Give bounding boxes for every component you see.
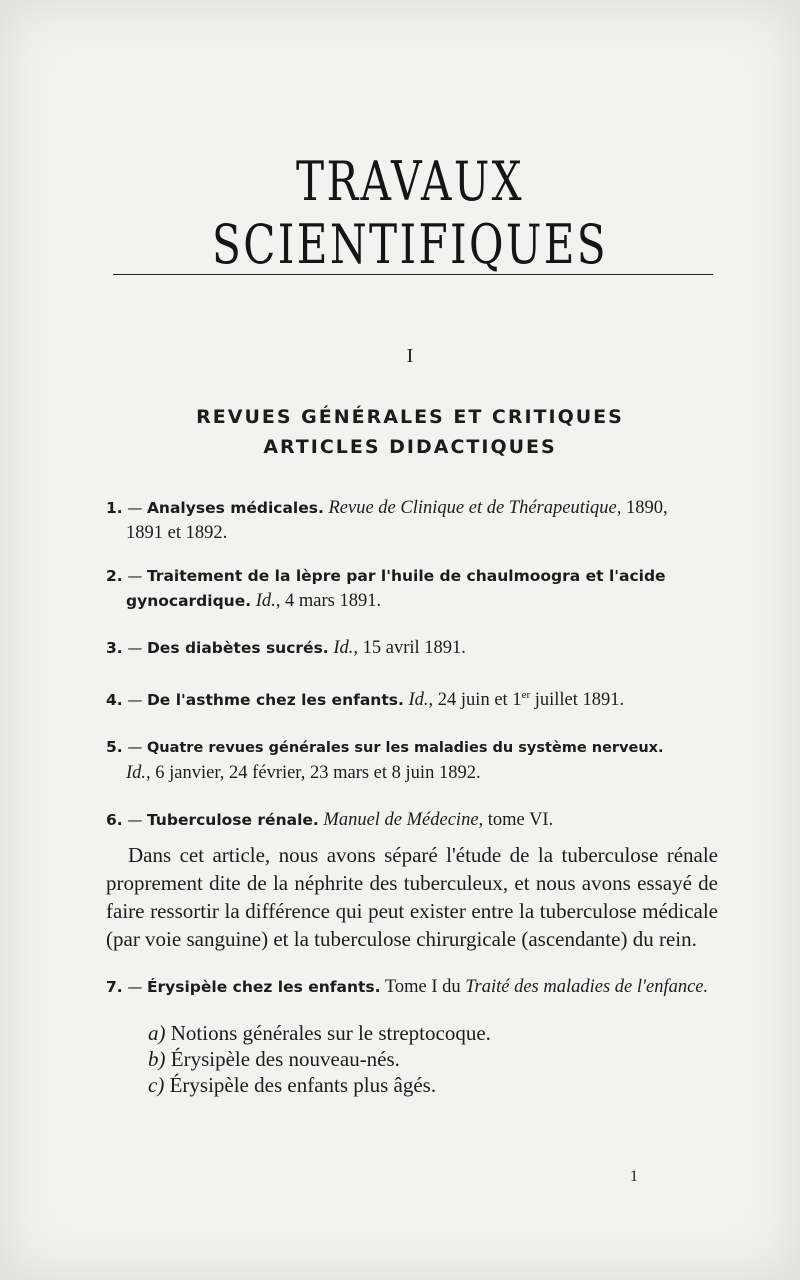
entry-date: 6 janvier, 24 février, 23 mars et 8 juin 1892. <box>150 763 481 784</box>
entry-7 <box>106 975 718 1000</box>
entry-heading: Tuberculose rénale. <box>146 811 319 830</box>
page-title: TRAVAUX SCIENTIFIQUES <box>212 150 608 276</box>
entry-dash: — <box>127 567 143 585</box>
section-heading-line2: ARTICLES DIDACTIQUES <box>263 436 557 458</box>
list-item-text: Érysipèle des enfants plus âgés. <box>169 1073 437 1098</box>
entry-2 <box>106 564 718 614</box>
entry-dash: — <box>127 499 143 517</box>
entry-source: Id., <box>255 591 281 611</box>
sub-list <box>148 1020 718 1098</box>
entry-source: Id., <box>408 690 434 711</box>
entry-source: Traité des maladies de l'enfance. <box>465 977 709 998</box>
entry-list <box>106 496 718 1098</box>
entry-4 <box>106 683 718 713</box>
entry-date: 24 juin et 1 <box>433 690 522 711</box>
section-heading <box>0 402 800 462</box>
list-item <box>148 1020 718 1046</box>
entry-dash: — <box>127 639 143 657</box>
entry-continuation: 1891 et 1892. <box>126 523 228 543</box>
entry-date: 15 avril 1891. <box>357 638 466 658</box>
list-item-label: c) <box>148 1073 165 1098</box>
entry-number: 3. <box>106 639 123 657</box>
entry-source: Id., <box>333 638 358 658</box>
entry-1 <box>106 496 718 546</box>
entry-source: Revue de Clinique et de Thérapeutique, <box>328 498 622 518</box>
entry-date: tome VI. <box>483 810 554 831</box>
section-number: I <box>406 345 414 367</box>
entry-dash: — <box>127 811 143 830</box>
entry-number: 7. <box>106 978 123 997</box>
entry-date: 4 mars 1891. <box>280 591 382 611</box>
entry-3 <box>106 636 718 661</box>
entry-heading: De l'asthme chez les enfants. <box>146 691 404 710</box>
list-item <box>148 1046 718 1072</box>
page-number: 1 <box>630 1168 638 1185</box>
entry-dash: — <box>127 691 143 710</box>
entry-dash: — <box>127 978 143 997</box>
entry-heading: Quatre revues générales sur les maladies du système nerveux. <box>146 740 664 757</box>
entry-number: 5. <box>106 738 123 757</box>
entry-number: 6. <box>106 811 123 830</box>
entry-number: 1. <box>106 499 123 517</box>
entry-heading: Analyses médicales. <box>146 499 324 517</box>
entry-heading: Traitement de la lèpre par l'huile de chaulmoogra et l'acide <box>146 567 666 585</box>
list-item-label: a) <box>148 1021 166 1046</box>
entry-6-paragraph: Dans cet article, nous avons séparé l'étude de la tuberculose rénale proprement dite de la néphrite des tuberculeux, et nous avons essayé de faire ressortir la différence qui peut exister entre la tuberculose médicale (par voie sanguine) et la tuberculose chirurgicale (ascendante) du rein. <box>106 843 718 952</box>
title-rule <box>113 274 713 275</box>
entry-date: 1890, <box>621 498 668 518</box>
entry-dash: — <box>127 738 143 757</box>
entry-number: 4. <box>106 691 123 710</box>
entry-date-end: juillet 1891. <box>530 690 625 711</box>
list-item <box>148 1072 718 1098</box>
entry-text: Tome I du <box>380 977 466 998</box>
entry-6 <box>106 808 718 833</box>
list-item-label: b) <box>148 1047 166 1072</box>
entry-5 <box>106 735 718 786</box>
section-heading-line1: REVUES GÉNÉRALES ET CRITIQUES <box>196 406 624 428</box>
list-item-text: Notions générales sur le streptocoque. <box>170 1021 491 1046</box>
entry-heading-continuation: gynocardique. <box>126 592 252 610</box>
entry-number: 2. <box>106 567 123 585</box>
list-item-text: Érysipèle des nouveau-nés. <box>170 1047 400 1072</box>
entry-source: Id., <box>126 763 151 784</box>
entry-date-superscript: er <box>521 689 531 701</box>
entry-heading: Érysipèle chez les enfants. <box>146 978 381 997</box>
entry-heading: Des diabètes sucrés. <box>146 639 329 657</box>
entry-source: Manuel de Médecine, <box>323 810 484 831</box>
